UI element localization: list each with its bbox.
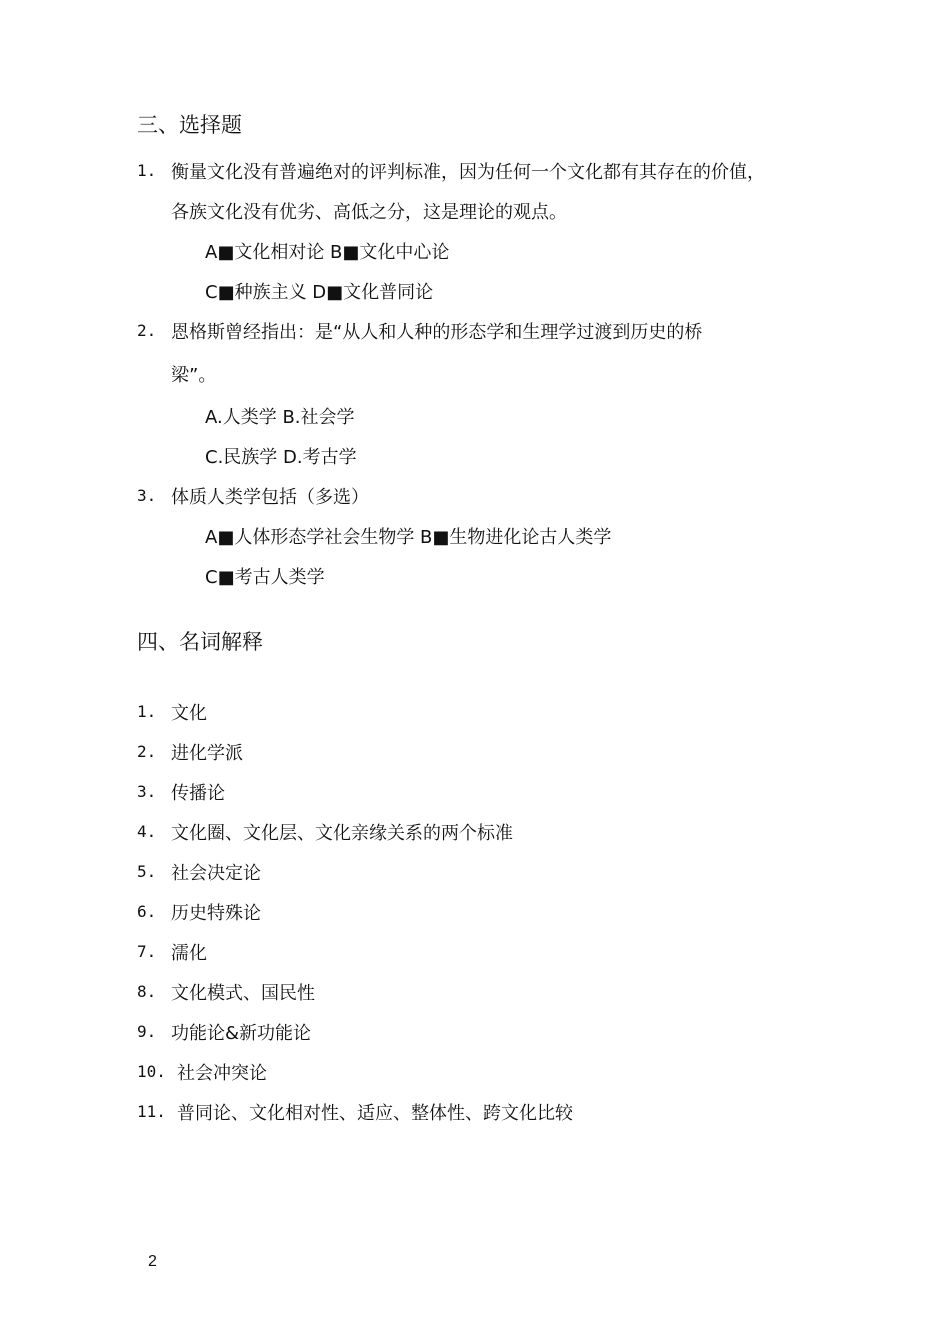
question-options: C■考古人类学 xyxy=(205,567,325,588)
list-item: 传播论 xyxy=(171,783,225,804)
list-item: 文化 xyxy=(171,703,207,724)
list-item-number: 8. xyxy=(137,982,157,1001)
question-text-continued: 各族文化没有优劣、高低之分，这是理论的观点。 xyxy=(171,202,567,223)
question-options: A■文化相对论 B■文化中心论 xyxy=(205,242,450,263)
question-number: 3. xyxy=(137,486,157,505)
list-item-number: 2. xyxy=(137,742,157,761)
list-item-number: 9. xyxy=(137,1022,157,1041)
section-heading-choice: 三、选择题 xyxy=(137,113,242,137)
question-number: 1. xyxy=(137,161,157,180)
question-options: A.人类学 B.社会学 xyxy=(205,407,355,428)
question-options: C■种族主义 D■文化普同论 xyxy=(205,282,434,303)
list-item: 社会冲突论 xyxy=(177,1063,267,1084)
question-text: 体质人类学包括（多选） xyxy=(171,487,369,508)
question-text: 恩格斯曾经指出：是“从人和人种的形态学和生理学过渡到历史的桥 xyxy=(171,322,703,343)
list-item-number: 11. xyxy=(137,1102,166,1121)
list-item-number: 6. xyxy=(137,902,157,921)
section-heading-terms: 四、名词解释 xyxy=(137,630,263,654)
question-text: 衡量文化没有普遍绝对的评判标准，因为任何一个文化都有其存在的价值， xyxy=(171,162,765,183)
list-item: 普同论、文化相对性、适应、整体性、跨文化比较 xyxy=(177,1103,573,1124)
question-options: C.民族学 D.考古学 xyxy=(205,447,357,468)
list-item: 进化学派 xyxy=(171,743,243,764)
list-item: 文化圈、文化层、文化亲缘关系的两个标准 xyxy=(171,823,513,844)
list-item: 历史特殊论 xyxy=(171,903,261,924)
question-text-continued: 梁”。 xyxy=(171,365,217,386)
question-options: A■人体形态学社会生物学 B■生物进化论古人类学 xyxy=(205,527,612,548)
page-number: 2 xyxy=(148,1253,157,1270)
list-item-number: 1. xyxy=(137,702,157,721)
list-item-number: 4. xyxy=(137,822,157,841)
list-item: 文化模式、国民性 xyxy=(171,983,315,1004)
list-item: 功能论&新功能论 xyxy=(171,1023,312,1044)
list-item-number: 10. xyxy=(137,1062,166,1081)
list-item-number: 7. xyxy=(137,942,157,961)
list-item-number: 3. xyxy=(137,782,157,801)
list-item: 社会决定论 xyxy=(171,863,261,884)
list-item: 濡化 xyxy=(171,943,207,964)
question-number: 2. xyxy=(137,321,157,340)
list-item-number: 5. xyxy=(137,862,157,881)
